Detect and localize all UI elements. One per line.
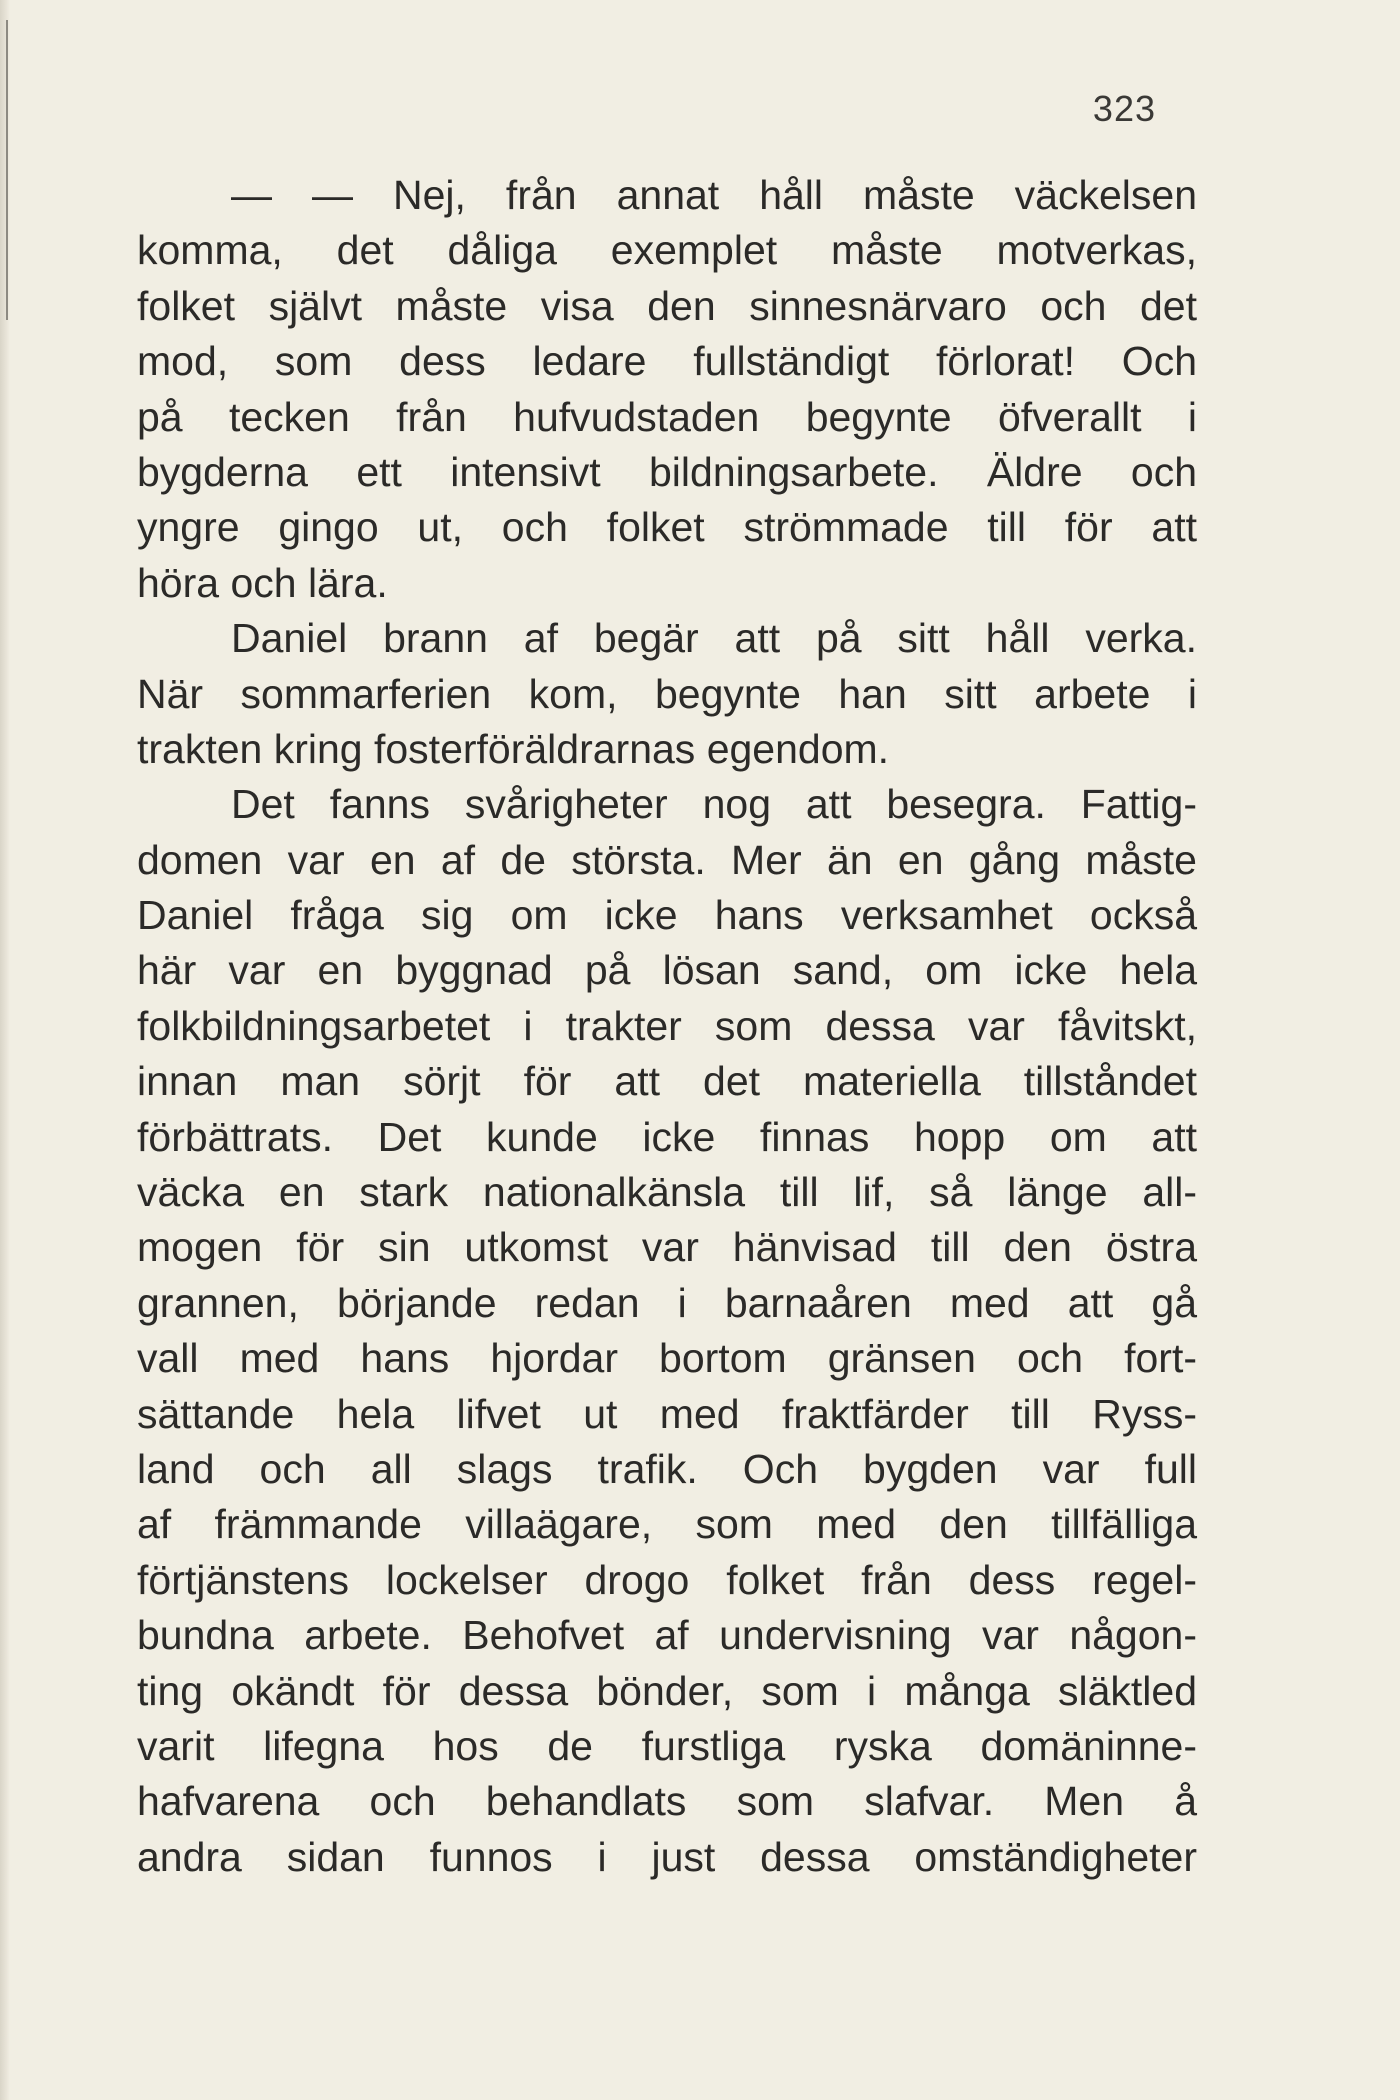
text-line: varit lifegna hos de furstliga ryska domäninne- — [137, 1722, 1197, 1769]
text-line: folket självt måste visa den sinnesnärvaro och det — [137, 282, 1197, 329]
text-line: domen var en af de största. Mer än en gång måste — [137, 836, 1197, 883]
text-line: trakten kring fosterföräldrarnas egendom. — [137, 725, 890, 772]
page-binding-edge — [0, 0, 10, 2100]
text-line: land och all slags trafik. Och bygden var full — [137, 1445, 1197, 1492]
text-line: andra sidan funnos i just dessa omständigheter — [137, 1833, 1197, 1880]
text-line: När sommarferien kom, begynte han sitt arbete i — [137, 670, 1197, 717]
text-line: vall med hans hjordar bortom gränsen och fort- — [137, 1335, 1197, 1382]
text-line: komma, det dåliga exemplet måste motverkas, — [137, 227, 1197, 274]
text-line: Daniel fråga sig om icke hans verksamhet också — [137, 892, 1197, 939]
text-line: förbättrats. Det kunde icke finnas hopp om att — [137, 1113, 1197, 1160]
text-line: folkbildningsarbetet i trakter som dessa var fåvitskt, — [137, 1002, 1197, 1049]
text-line: väcka en stark nationalkänsla till lif, så länge all- — [137, 1169, 1197, 1216]
text-line: sättande hela lifvet ut med fraktfärder till Ryss- — [137, 1390, 1197, 1437]
text-line: bundna arbete. Behofvet af undervisning var någon- — [137, 1612, 1197, 1659]
text-line: bygderna ett intensivt bildningsarbete. Äldre och — [137, 448, 1197, 495]
text-line: förtjänstens lockelser drogo folket från dess regel- — [137, 1556, 1197, 1603]
text-line: mogen för sin utkomst var hänvisad till den östra — [137, 1224, 1197, 1271]
text-line: af främmande villaägare, som med den tillfälliga — [137, 1501, 1197, 1548]
text-line: — — Nej, från annat håll måste väckelsen — [231, 172, 1197, 218]
text-line: grannen, börjande redan i barnaåren med att gå — [137, 1279, 1197, 1326]
text-line: yngre gingo ut, och folket strömmade till för att — [137, 504, 1197, 551]
text-line: hafvarena och behandlats som slafvar. Men å — [137, 1778, 1197, 1825]
text-line: ting okändt för dessa bönder, som i många släktled — [137, 1667, 1197, 1714]
text-line: här var en byggnad på lösan sand, om icke hela — [137, 947, 1197, 994]
page-number: 323 — [1092, 88, 1156, 129]
text-line: på tecken från hufvudstaden begynte öfverallt i — [137, 393, 1197, 440]
text-line: mod, som dess ledare fullständigt förlorat! Och — [137, 338, 1197, 385]
text-line: Daniel brann af begär att på sitt håll verka. — [231, 615, 1197, 662]
text-line: höra och lära. — [137, 559, 388, 606]
text-line: innan man sörjt för att det materiella tillståndet — [137, 1058, 1197, 1105]
text-line: Det fanns svårigheter nog att besegra. Fattig- — [231, 781, 1197, 828]
binding-shadow-line — [6, 20, 8, 320]
body-text — [137, 168, 1197, 1885]
